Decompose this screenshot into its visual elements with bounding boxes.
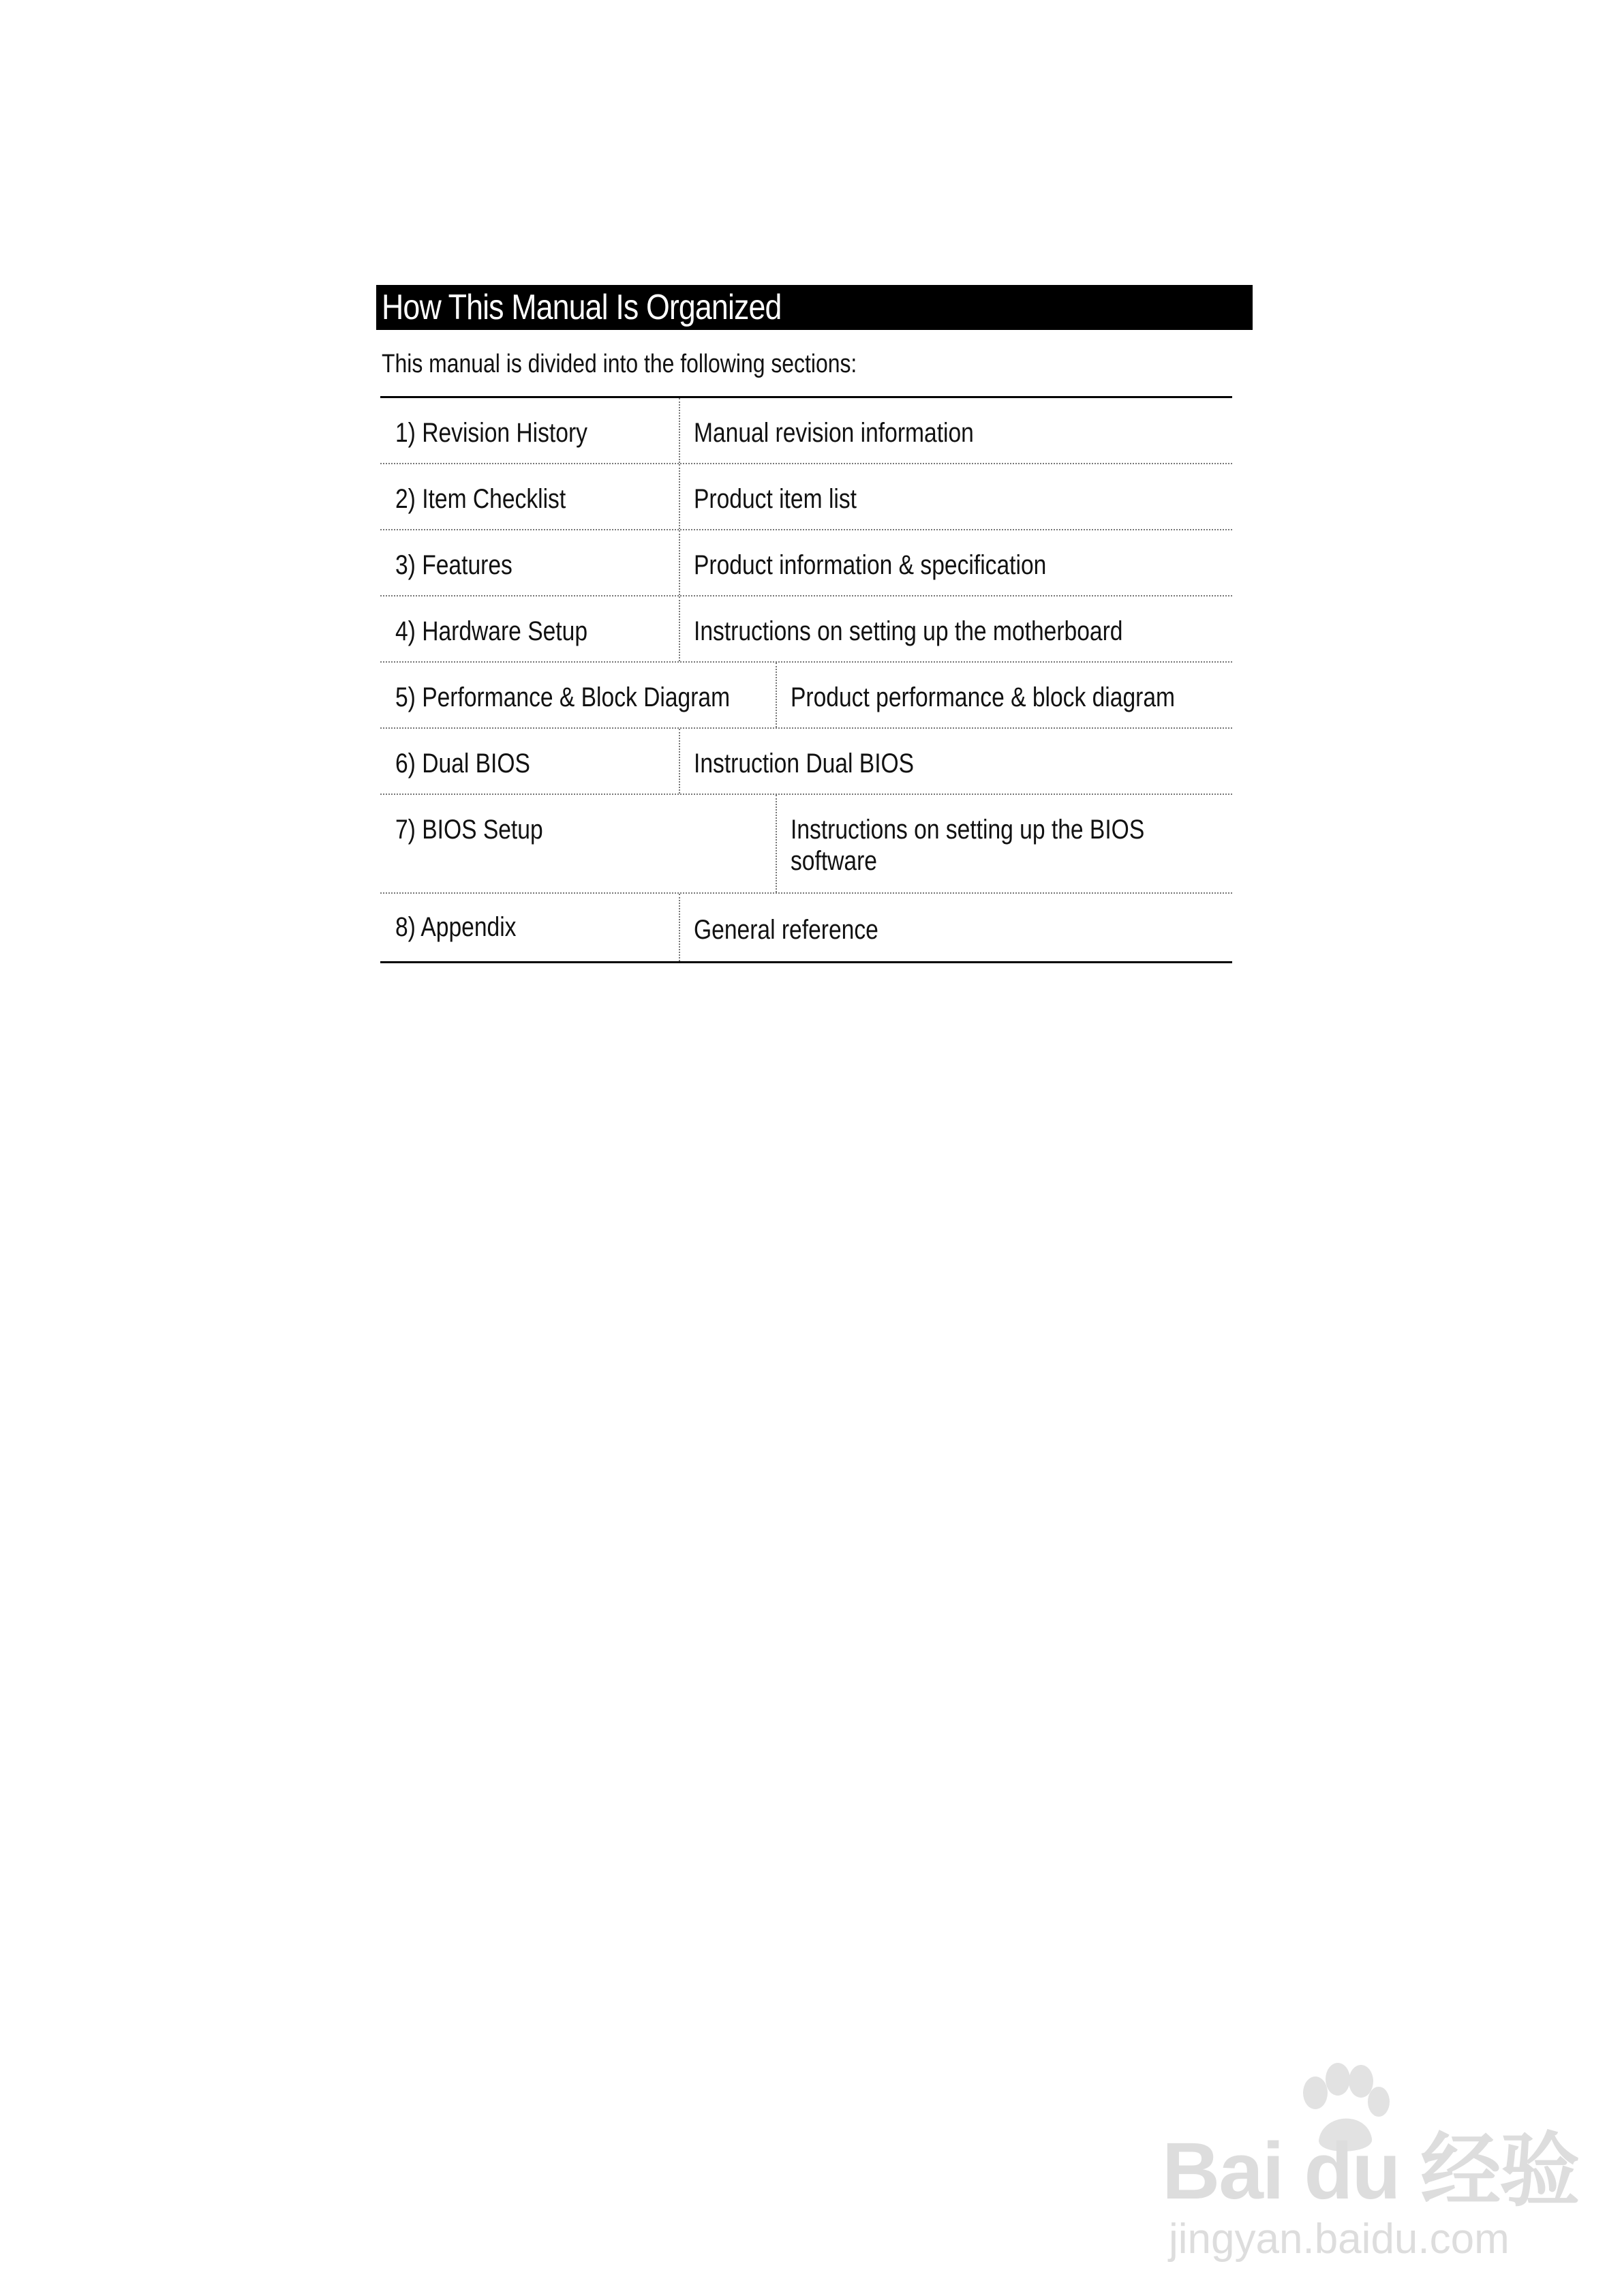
toc-row <box>380 663 1232 729</box>
toc-description-text: Instructions on setting up the BIOS software <box>791 815 1145 876</box>
toc-description-text: Product information & specification <box>694 550 1047 580</box>
toc-section-cell <box>380 596 680 661</box>
toc-section-cell <box>380 729 680 794</box>
toc-section-label: 8) Appendix <box>395 912 517 942</box>
intro-text-content: This manual is divided into the following sections: <box>382 350 857 378</box>
toc-description-text: General reference <box>694 915 878 945</box>
toc-section-label: 5) Performance & Block Diagram <box>395 682 731 712</box>
toc-description-text: Instructions on setting up the motherboard <box>694 616 1123 646</box>
toc-description-cell <box>680 530 1232 595</box>
toc-section-cell <box>380 530 680 595</box>
toc-row <box>380 398 1232 464</box>
toc-section-cell <box>380 464 680 529</box>
toc-description-cell <box>680 729 1232 794</box>
toc-row <box>380 464 1232 530</box>
toc-section-label: 6) Dual BIOS <box>395 749 530 779</box>
toc-description-cell <box>680 894 1232 961</box>
toc-section-cell <box>380 795 777 892</box>
toc-row <box>380 530 1232 596</box>
watermark-url: jingyan.baidu.com <box>1169 2216 1510 2263</box>
watermark-logo: Bai du 经验 <box>1162 2126 1579 2216</box>
toc-description-text: Product item list <box>694 484 857 514</box>
toc-section-cell <box>380 398 680 463</box>
toc-row <box>380 729 1232 795</box>
toc-row <box>380 795 1232 894</box>
toc-description-cell <box>777 663 1329 727</box>
toc-section-label: 4) Hardware Setup <box>395 616 588 646</box>
toc-section-label: 1) Revision History <box>395 418 587 448</box>
toc-section-label: 7) BIOS Setup <box>395 815 543 845</box>
toc-description-text: Manual revision information <box>694 418 974 448</box>
toc-description-cell <box>680 596 1232 661</box>
section-title-bar <box>376 285 1253 330</box>
toc-section-cell <box>380 894 680 961</box>
toc-section-cell <box>380 663 777 727</box>
section-title: How This Manual Is Organized <box>382 288 782 327</box>
toc-row <box>380 596 1232 663</box>
toc-row <box>380 894 1232 961</box>
baidu-watermark <box>1162 2062 1579 2267</box>
toc-description-text: Instruction Dual BIOS <box>694 749 915 779</box>
intro-text <box>382 348 947 380</box>
toc-description-cell <box>680 464 1232 529</box>
toc-description-cell <box>777 795 1232 892</box>
toc-table <box>380 396 1232 963</box>
toc-description-text: Product performance & block diagram <box>791 682 1176 712</box>
toc-description-cell <box>680 398 1232 463</box>
toc-section-label: 2) Item Checklist <box>395 484 566 514</box>
toc-section-label: 3) Features <box>395 550 512 580</box>
